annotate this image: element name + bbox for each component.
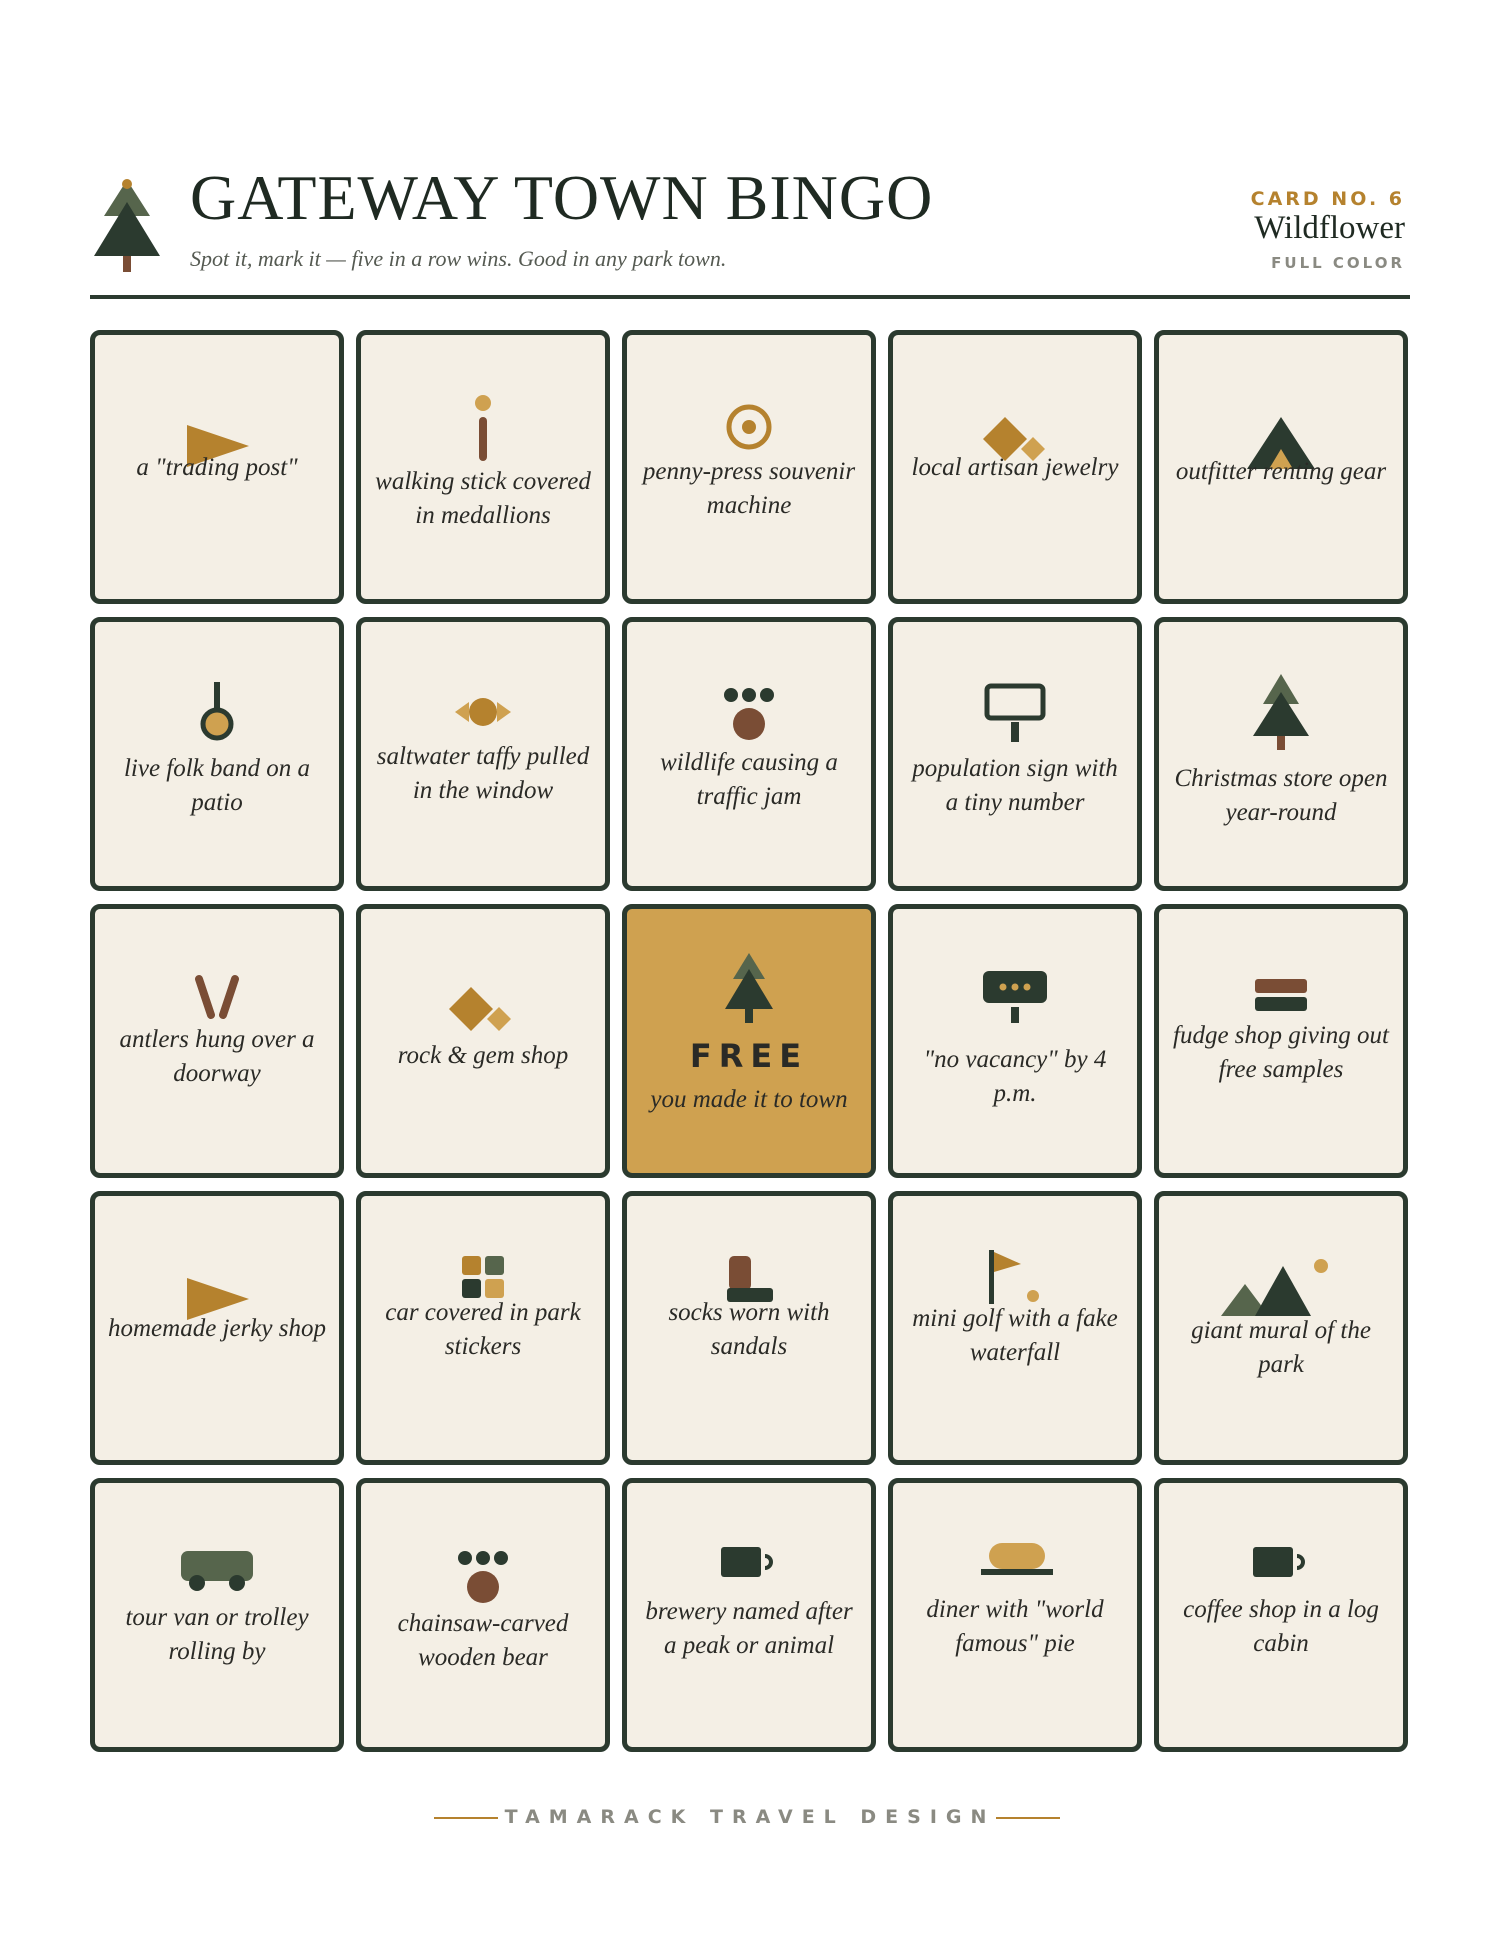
square-label: car covered in park stickers <box>385 1299 581 1360</box>
square-label: rock & gem shop <box>397 1042 569 1069</box>
walking-stick-icon <box>361 385 605 475</box>
bingo-square[interactable] <box>356 330 610 604</box>
square-label: live folk band on a patio <box>123 755 311 816</box>
square-label: antlers hung over a doorway <box>119 1026 315 1087</box>
square-label: local artisan jewelry <box>911 454 1119 481</box>
card-mode: FULL COLOR <box>1271 254 1405 272</box>
square-label: you made it to town <box>650 1086 848 1113</box>
square-label: outfitter renting gear <box>1175 458 1387 485</box>
card-name: Wildflower <box>1254 210 1405 246</box>
card-number: CARD NO. 6 <box>1250 188 1405 210</box>
square-label: diner with "world famous" pie <box>926 1596 1104 1657</box>
bingo-square[interactable] <box>622 1478 876 1752</box>
free-label: FREE <box>689 1037 809 1075</box>
page-subtitle: Spot it, mark it — five in a row wins. Good in any park town. <box>190 246 727 271</box>
header-divider <box>90 295 1410 299</box>
square-label: chainsaw-carved wooden bear <box>397 1610 569 1671</box>
bingo-square[interactable] <box>356 617 610 891</box>
square-label: "no vacancy" by 4 p.m. <box>923 1046 1107 1107</box>
bingo-square[interactable] <box>888 1191 1142 1465</box>
square-label: tour van or trolley rolling by <box>125 1604 309 1665</box>
square-label: giant mural of the park <box>1191 1317 1371 1378</box>
bingo-square[interactable] <box>356 904 610 1178</box>
square-label: saltwater taffy pulled in the window <box>376 743 590 804</box>
footer-brand: TAMARACK TRAVEL DESIGN <box>504 1806 996 1828</box>
square-label: socks worn with sandals <box>668 1299 830 1360</box>
bingo-square[interactable] <box>90 904 344 1178</box>
square-label: brewery named after a peak or animal <box>645 1598 853 1659</box>
bingo-grid <box>90 330 1410 1760</box>
square-label: mini golf with a fake waterfall <box>912 1305 1118 1366</box>
bingo-square[interactable] <box>888 330 1142 604</box>
bingo-square[interactable] <box>622 330 876 604</box>
bingo-square[interactable] <box>90 1191 344 1465</box>
square-label: Christmas store open year-round <box>1174 765 1388 826</box>
square-label: population sign with a tiny number <box>912 755 1118 816</box>
pine-tree-logo-icon <box>92 176 162 276</box>
square-label: penny-press souvenir machine <box>642 458 856 519</box>
bingo-square[interactable] <box>1154 1191 1408 1465</box>
pine-tree-icon <box>1159 672 1403 762</box>
bingo-square[interactable] <box>1154 330 1408 604</box>
free-square[interactable] <box>622 904 876 1178</box>
square-label: coffee shop in a log cabin <box>1183 1596 1379 1657</box>
bingo-square[interactable] <box>356 1191 610 1465</box>
bingo-square[interactable] <box>90 1478 344 1752</box>
page-title: GATEWAY TOWN BINGO <box>190 162 934 233</box>
bingo-square[interactable] <box>90 330 344 604</box>
pine-tree-icon <box>627 953 871 1043</box>
square-label: wildlife causing a traffic jam <box>660 749 838 810</box>
square-label: a "trading post" <box>136 454 298 481</box>
bingo-square[interactable] <box>1154 617 1408 891</box>
bingo-square[interactable] <box>90 617 344 891</box>
square-label: fudge shop giving out free samples <box>1173 1022 1389 1083</box>
bingo-square[interactable] <box>888 1478 1142 1752</box>
bingo-square[interactable] <box>1154 1478 1408 1752</box>
bingo-square[interactable] <box>622 617 876 891</box>
square-label: homemade jerky shop <box>108 1315 326 1342</box>
bingo-square[interactable] <box>622 1191 876 1465</box>
bingo-square[interactable] <box>888 904 1142 1178</box>
bingo-square[interactable] <box>888 617 1142 891</box>
bingo-square[interactable] <box>1154 904 1408 1178</box>
square-label: walking stick covered in medallions <box>375 468 591 529</box>
bingo-square[interactable] <box>356 1478 610 1752</box>
